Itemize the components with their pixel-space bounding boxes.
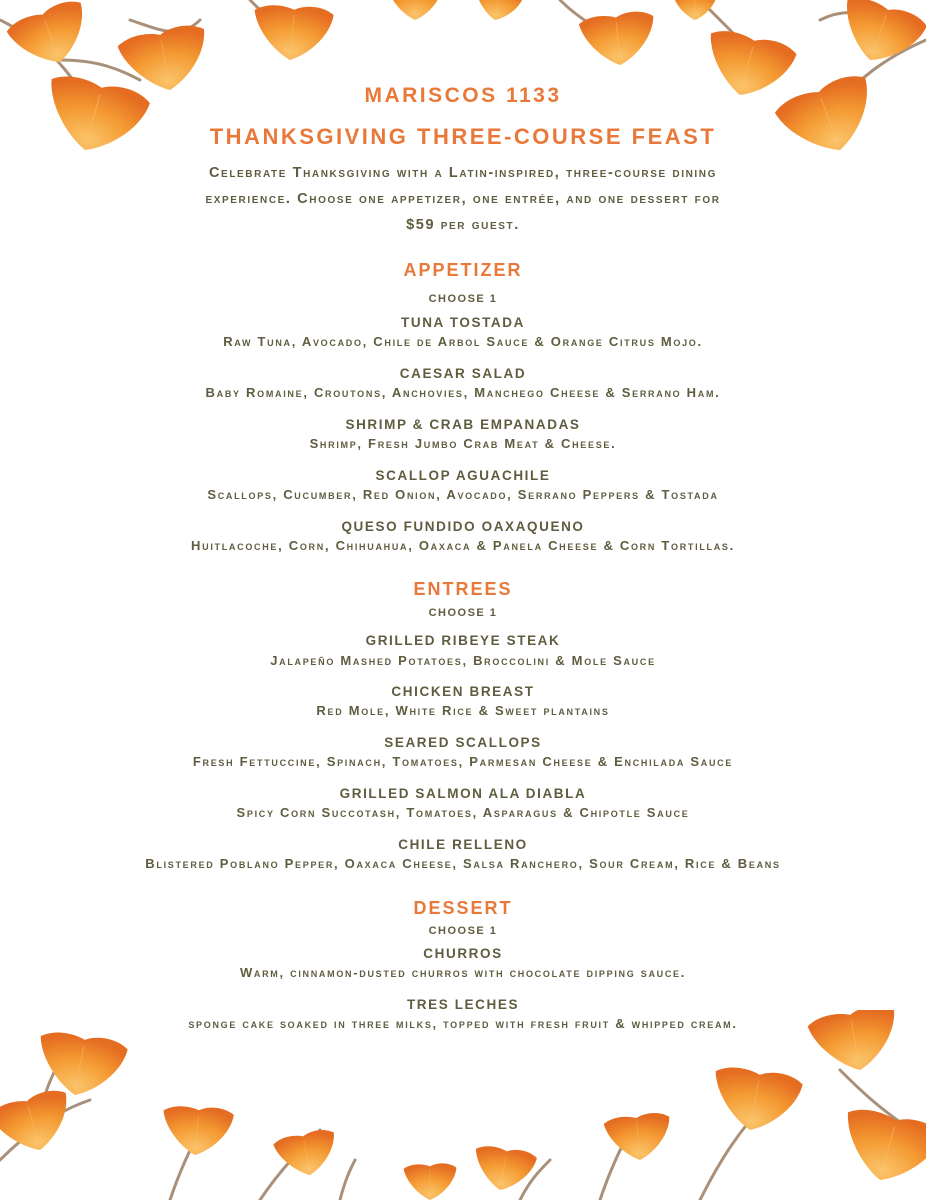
- menu-item-description: Baby Romaine, Croutons, Anchovies, Manchego Cheese & Serrano Ham.: [205, 385, 721, 400]
- menu-item-description: Red Mole, White Rice & Sweet plantains: [316, 703, 610, 718]
- menu-item-description: Huitlacoche, Corn, Chihuahua, Oaxaca & Panela Cheese & Corn Tortillas.: [191, 538, 735, 553]
- section-title-appetizer: APPETIZER: [403, 260, 523, 280]
- menu-item-name: GRILLED SALMON ALA DIABLA: [339, 786, 587, 801]
- menu-item-name: SHRIMP & CRAB EMPANADAS: [345, 417, 581, 432]
- menu-item-description: Warm, cinnamon-dusted churros with chocolate dipping sauce.: [239, 965, 687, 980]
- menu-item-name: CHILE RELLENO: [398, 837, 528, 852]
- restaurant-name: MARISCOS 1133: [364, 84, 562, 107]
- menu-item-description: Scallops, Cucumber, Red Onion, Avocado, Serrano Peppers & Tostada: [207, 487, 719, 502]
- feast-title: THANKSGIVING THREE-COURSE FEAST: [209, 124, 717, 149]
- menu-item-description: Shrimp, Fresh Jumbo Crab Meat & Cheese.: [309, 436, 617, 451]
- menu-item-description: Jalapeño Mashed Potatoes, Broccolini & Mole Sauce: [270, 653, 656, 668]
- menu-item-description: sponge cake soaked in three milks, topped with fresh fruit & whipped cream.: [188, 1016, 738, 1031]
- menu-item-description: Spicy Corn Succotash, Tomatoes, Asparagus & Chipotle Sauce: [236, 805, 690, 820]
- section-title-entrees: ENTREES: [413, 579, 513, 599]
- menu-item-name: SEARED SCALLOPS: [384, 735, 542, 750]
- menu-item-name: QUESO FUNDIDO OAXAQUENO: [341, 519, 585, 534]
- menu-item-description: Fresh Fettuccine, Spinach, Tomatoes, Parmesan Cheese & Enchilada Sauce: [192, 754, 734, 769]
- menu-item-name: GRILLED RIBEYE STEAK: [365, 633, 561, 648]
- menu-item-name: TRES LECHES: [406, 997, 520, 1012]
- appetizer-choose-label: CHOOSE 1: [428, 293, 498, 305]
- intro-text: Celebrate Thanksgiving with a Latin-inspired, three-course dining experience. Choose one appetizer, one entrée, and one dessert for $59 per guest.: [205, 165, 721, 233]
- section-title-dessert: DESSERT: [413, 898, 513, 918]
- ginkgo-leaves-bottom-decoration: [0, 1010, 926, 1200]
- menu-item-description: Raw Tuna, Avocado, Chile de Arbol Sauce & Orange Citrus Mojo.: [223, 334, 703, 349]
- menu-item-name: CHICKEN BREAST: [391, 684, 535, 699]
- menu-item-name: CHURROS: [423, 946, 503, 961]
- entrees-choose-label: CHOOSE 1: [428, 607, 498, 619]
- menu-item-name: SCALLOP AGUACHILE: [375, 468, 551, 483]
- dessert-choose-label: CHOOSE 1: [428, 925, 498, 937]
- menu-item-name: TUNA TOSTADA: [401, 315, 525, 330]
- menu-item-name: CAESAR SALAD: [399, 366, 527, 381]
- menu-item-description: Blistered Poblano Pepper, Oaxaca Cheese, Salsa Ranchero, Sour Cream, Rice & Beans: [145, 856, 781, 871]
